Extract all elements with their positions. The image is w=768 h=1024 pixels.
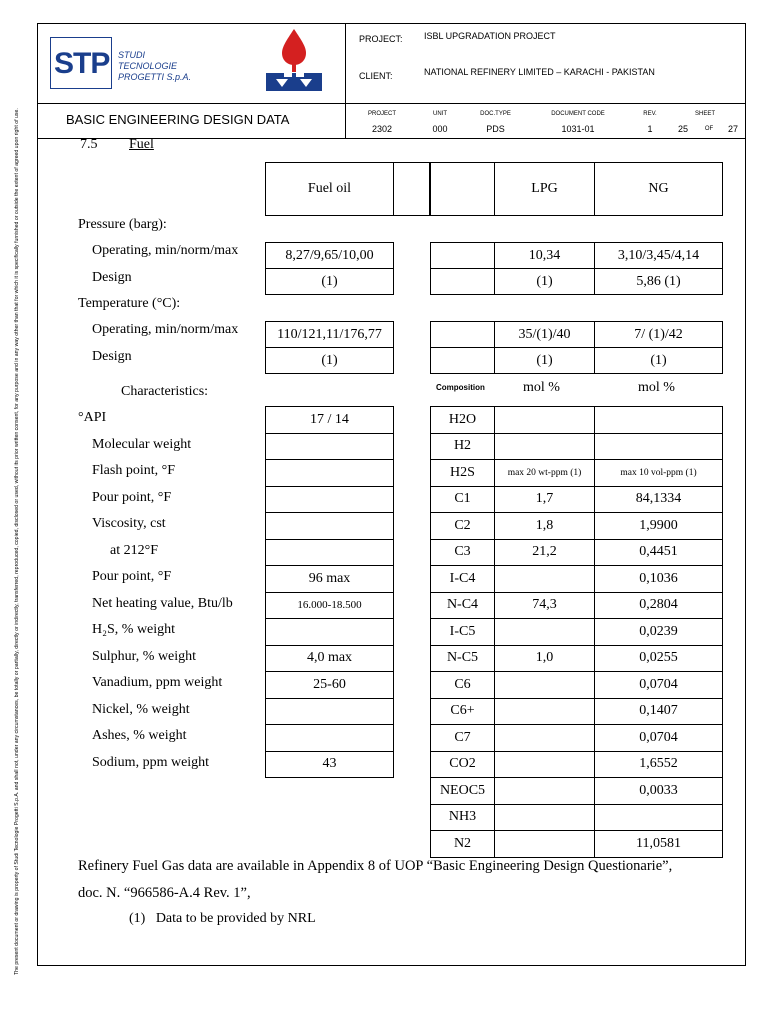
fuel-row-label: Nickel, % weight [92, 701, 190, 717]
fuel-row-label: Pour point, °F [92, 569, 172, 584]
field-sheet-value: 25 [677, 124, 688, 134]
composition-lpg-value: max 20 wt-ppm (1) [494, 459, 595, 487]
fuel-row-label: Flash point, °F [92, 463, 176, 478]
composition-lpg-value [494, 433, 595, 461]
fuel-row-label: Molecular weight [92, 436, 192, 452]
composition-lpg-value: 21,2 [494, 539, 595, 567]
composition-component: N2 [430, 830, 495, 858]
composition-lpg-value [494, 698, 595, 726]
fuel-row-value [265, 698, 394, 726]
fuel-row-value [265, 459, 394, 487]
fuel-row-value [265, 618, 394, 646]
client-label: CLIENT: [359, 71, 393, 81]
composition-ng-value: 0,0255 [594, 645, 723, 673]
composition-ng-value: 1,6552 [594, 751, 723, 779]
field-unit-header: UNIT [433, 111, 447, 117]
composition-component: C6 [430, 671, 495, 699]
col-header-ng: NG [594, 162, 723, 216]
section-number: 7.5 [80, 137, 98, 152]
field-sheet-of: OF [704, 126, 714, 132]
footer-footnote: (1) Data to be provided by NRL [129, 911, 316, 926]
composition-ng-value: 0,4451 [594, 539, 723, 567]
temperature-operating-label: Operating, min/norm/max [92, 322, 239, 337]
pressure-heading: Pressure (barg): [78, 217, 167, 232]
composition-ng-value: 0,2804 [594, 592, 723, 620]
pressure-design-ng: 5,86 (1) [594, 268, 723, 295]
fuel-row-label: Sodium, ppm weight [92, 754, 210, 770]
composition-lpg-value: 1,8 [494, 512, 595, 540]
fuel-row-value: 4,0 max [265, 645, 394, 673]
doc-title: BASIC ENGINEERING DESIGN DATA [66, 112, 290, 127]
composition-ng-value: 0,0704 [594, 724, 723, 752]
composition-lpg-value [494, 777, 595, 805]
pressure-design-label: Design [92, 270, 132, 285]
composition-component: I-C5 [430, 618, 495, 646]
pressure-design-blank [430, 268, 495, 295]
fuel-row-label: Net heating value, Btu/lb [92, 595, 233, 611]
mol-lpg-heading: mol % [523, 380, 560, 395]
temperature-design-label: Design [92, 349, 132, 364]
composition-component: CO2 [430, 751, 495, 779]
field-sheet-total: 27 [727, 124, 738, 134]
composition-component: C2 [430, 512, 495, 540]
composition-component: N-C5 [430, 645, 495, 673]
col-header-fuel-oil: Fuel oil [265, 162, 394, 216]
company-name [118, 50, 191, 83]
composition-ng-value [594, 804, 723, 832]
composition-ng-value: 0,0704 [594, 671, 723, 699]
fuel-row-label: at 212°F [110, 542, 158, 558]
client-value: NATIONAL REFINERY LIMITED – KARACHI - PAKISTAN [424, 67, 655, 77]
side-notice: The present document or drawing is property of Studi Tecnologie Progetti S.p.A. and shall not, under any circumstances, be totally or partially, directly or indirectly, transferred, reproduced, copied, disclosed or used, without its prior written consent, for any purpose and in any way other than that for which it is specifically furnished or outside the extent of agreed upon right of use. [14, 108, 20, 975]
field-code-value: 1031-01 [561, 124, 595, 134]
pressure-operating-label: Operating, min/norm/max [92, 243, 239, 258]
composition-lpg-value [494, 724, 595, 752]
fuel-row-value [265, 539, 394, 567]
composition-component: H2O [430, 406, 495, 434]
composition-ng-value: 0,1036 [594, 565, 723, 593]
fuel-row-label: °API [78, 410, 107, 425]
temperature-operating-ng: 7/ (1)/42 [594, 321, 723, 348]
company-line-3: PROGETTI S.p.A. [118, 72, 192, 82]
composition-lpg-value: 1,7 [494, 486, 595, 514]
composition-lpg-value [494, 565, 595, 593]
composition-component: I-C4 [430, 565, 495, 593]
col-header-blank-1 [393, 162, 430, 216]
field-code-header: DOCUMENT CODE [551, 111, 605, 117]
composition-component: H2 [430, 433, 495, 461]
company-line-2: TECNOLOGIE [118, 61, 178, 71]
fuel-row-label: Ashes, % weight [92, 728, 187, 743]
composition-lpg-value [494, 618, 595, 646]
company-line-1: STUDI [118, 50, 145, 60]
fuel-row-label: Sulphur, % weight [92, 648, 197, 664]
composition-lpg-value [494, 751, 595, 779]
mol-ng-heading: mol % [638, 380, 675, 395]
composition-lpg-value [494, 671, 595, 699]
composition-ng-value: 0,1407 [594, 698, 723, 726]
composition-ng-value [594, 406, 723, 434]
fuel-row-value [265, 512, 394, 540]
project-label: PROJECT: [359, 34, 403, 44]
field-doctype-header: DOC.TYPE [480, 111, 511, 117]
composition-component: C7 [430, 724, 495, 752]
composition-ng-value: 84,1334 [594, 486, 723, 514]
composition-lpg-value [494, 406, 595, 434]
temperature-heading: Temperature (°C): [78, 296, 181, 311]
temperature-design-blank [430, 347, 495, 374]
fuel-row-value: 43 [265, 751, 394, 779]
composition-component: C6+ [430, 698, 495, 726]
fuel-row-value: 17 / 14 [265, 406, 394, 434]
composition-lpg-value: 1,0 [494, 645, 595, 673]
composition-ng-value [594, 433, 723, 461]
section-title: Fuel [129, 137, 154, 152]
composition-component: NEOC5 [430, 777, 495, 805]
fuel-row-value [265, 433, 394, 461]
composition-lpg-value: 74,3 [494, 592, 595, 620]
composition-ng-value: 11,0581 [594, 830, 723, 858]
pressure-operating-lpg: 10,34 [494, 242, 595, 269]
pressure-operating-ng: 3,10/3,45/4,14 [594, 242, 723, 269]
pressure-design-lpg: (1) [494, 268, 595, 295]
logo-text: STP [54, 47, 110, 80]
temperature-operating-lpg: 35/(1)/40 [494, 321, 595, 348]
fuel-row-value [265, 724, 394, 752]
fuel-row-value: 16.000-18.500 [265, 592, 394, 620]
pressure-operating-blank [430, 242, 495, 269]
fuel-row-label: Pour point, °F [92, 489, 172, 505]
fuel-row-value: 96 max [265, 565, 394, 593]
composition-component: C1 [430, 486, 495, 514]
field-project-header: PROJECT [367, 111, 396, 117]
composition-ng-value: 1,9900 [594, 512, 723, 540]
fuel-row-label: H₂S, % weight [92, 622, 176, 637]
temperature-operating-blank [430, 321, 495, 348]
composition-ng-value: 0,0239 [594, 618, 723, 646]
field-sheet-header: SHEET [694, 111, 715, 117]
stp-logo [50, 37, 112, 89]
field-rev-header: REV. [643, 111, 657, 117]
fuel-row-value [265, 486, 394, 514]
fuel-row-label: Viscosity, cst [92, 516, 166, 531]
composition-heading: Composition [436, 383, 485, 392]
temperature-design-ng: (1) [594, 347, 723, 374]
composition-ng-value: max 10 vol-ppm (1) [594, 459, 723, 487]
composition-component: NH3 [430, 804, 495, 832]
field-rev-value: 1 [647, 124, 653, 134]
composition-component: H2S [430, 459, 495, 487]
client-logo [262, 25, 326, 95]
temperature-operating-fuel: 110/121,11/176,77 [265, 321, 394, 348]
footer-note-line2: doc. N. “966586-A.4 Rev. 1”, [78, 885, 251, 901]
composition-ng-value: 0,0033 [594, 777, 723, 805]
field-doctype-value: PDS [486, 124, 505, 134]
project-value: ISBL UPGRADATION PROJECT [424, 31, 556, 41]
field-project-value: 2302 [371, 124, 393, 134]
fuel-row-label: Vanadium, ppm weight [92, 675, 223, 690]
characteristics-heading: Characteristics: [121, 384, 209, 399]
col-header-lpg: LPG [494, 162, 595, 216]
pressure-operating-fuel: 8,27/9,65/10,00 [265, 242, 394, 269]
field-unit-value: 000 [432, 124, 448, 134]
composition-component: C3 [430, 539, 495, 567]
composition-lpg-value [494, 830, 595, 858]
composition-component: N-C4 [430, 592, 495, 620]
footer-note-line1: Refinery Fuel Gas data are available in Appendix 8 of UOP “Basic Engineering Design Questionarie”, [78, 858, 673, 874]
col-header-blank-2 [430, 162, 495, 216]
fuel-row-value: 25-60 [265, 671, 394, 699]
temperature-design-lpg: (1) [494, 347, 595, 374]
temperature-design-fuel: (1) [265, 347, 394, 374]
pressure-design-fuel: (1) [265, 268, 394, 295]
composition-lpg-value [494, 804, 595, 832]
